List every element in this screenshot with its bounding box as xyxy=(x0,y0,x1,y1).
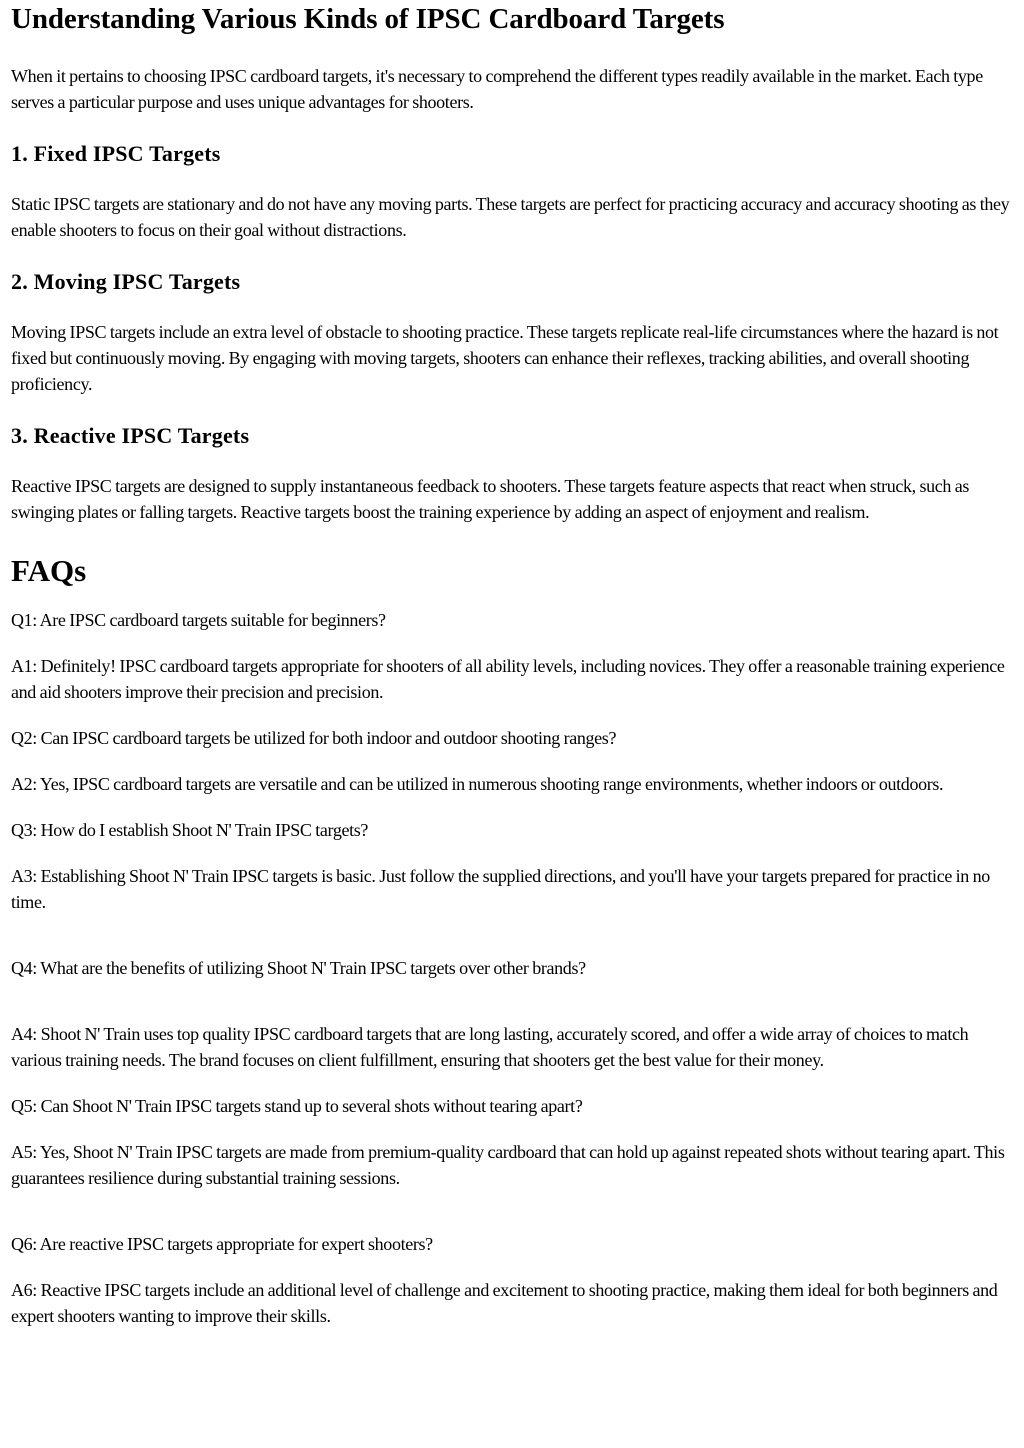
faq-question: Q5: Can Shoot N' Train IPSC targets stand up to several shots without tearing apart? xyxy=(11,1096,583,1116)
faq-answer: A1: Definitely! IPSC cardboard targets appropriate for shooters of all ability levels, including novices. They offer a reasonable training experience and aid shooters improve their precision and precision. xyxy=(11,656,1005,702)
faq-question: Q4: What are the benefits of utilizing Shoot N' Train IPSC targets over other brands? xyxy=(11,958,586,978)
page-title: Understanding Various Kinds of IPSC Cardboard Targets xyxy=(11,3,725,35)
faq-question: Q1: Are IPSC cardboard targets suitable for beginners? xyxy=(11,610,386,630)
section-heading-fixed: 1. Fixed IPSC Targets xyxy=(11,141,221,166)
faq-question: Q2: Can IPSC cardboard targets be utilized for both indoor and outdoor shooting ranges? xyxy=(11,728,617,748)
intro-paragraph: When it pertains to choosing IPSC cardboard targets, it's necessary to comprehend the different types readily available in the market. Each type serves a particular purpose and uses unique advantages for shooters. xyxy=(11,66,983,112)
faqs-heading: FAQs xyxy=(11,553,87,588)
section-heading-reactive: 3. Reactive IPSC Targets xyxy=(11,423,250,448)
faq-answer: A6: Reactive IPSC targets include an additional level of challenge and excitement to shooting practice, making them ideal for both beginners and expert shooters wanting to improve their skills. xyxy=(11,1280,998,1326)
faq-answer: A5: Yes, Shoot N' Train IPSC targets are made from premium-quality cardboard that can hold up against repeated shots without tearing apart. This guarantees resilience during substantial training sessions. xyxy=(11,1142,1005,1188)
section-body-moving: Moving IPSC targets include an extra level of obstacle to shooting practice. These targets replicate real-life circumstances where the hazard is not fixed but continuously moving. By engaging with moving targets, shooters can enhance their reflexes, tracking abilities, and overall shooting proficiency. xyxy=(11,322,999,394)
faq-question: Q6: Are reactive IPSC targets appropriate for expert shooters? xyxy=(11,1234,433,1254)
section-body-fixed: Static IPSC targets are stationary and do not have any moving parts. These targets are perfect for practicing accuracy and accuracy shooting as they enable shooters to focus on their goal without distractions. xyxy=(11,194,1010,240)
section-body-reactive: Reactive IPSC targets are designed to supply instantaneous feedback to shooters. These targets feature aspects that react when struck, such as swinging plates or falling targets. Reactive targets boost the training experience by adding an aspect of enjoyment and realism. xyxy=(11,476,969,522)
faq-answer: A3: Establishing Shoot N' Train IPSC targets is basic. Just follow the supplied directions, and you'll have your targets prepared for practice in no time. xyxy=(11,866,990,912)
faq-answer: A4: Shoot N' Train uses top quality IPSC cardboard targets that are long lasting, accurately scored, and offer a wide array of choices to match various training needs. The brand focuses on client fulfillment, ensuring that shooters get the best value for their money. xyxy=(11,1024,969,1070)
faq-answer: A2: Yes, IPSC cardboard targets are versatile and can be utilized in numerous shooting range environments, whether indoors or outdoors. xyxy=(11,774,944,794)
section-heading-moving: 2. Moving IPSC Targets xyxy=(11,269,241,294)
faq-question: Q3: How do I establish Shoot N' Train IPSC targets? xyxy=(11,820,369,840)
